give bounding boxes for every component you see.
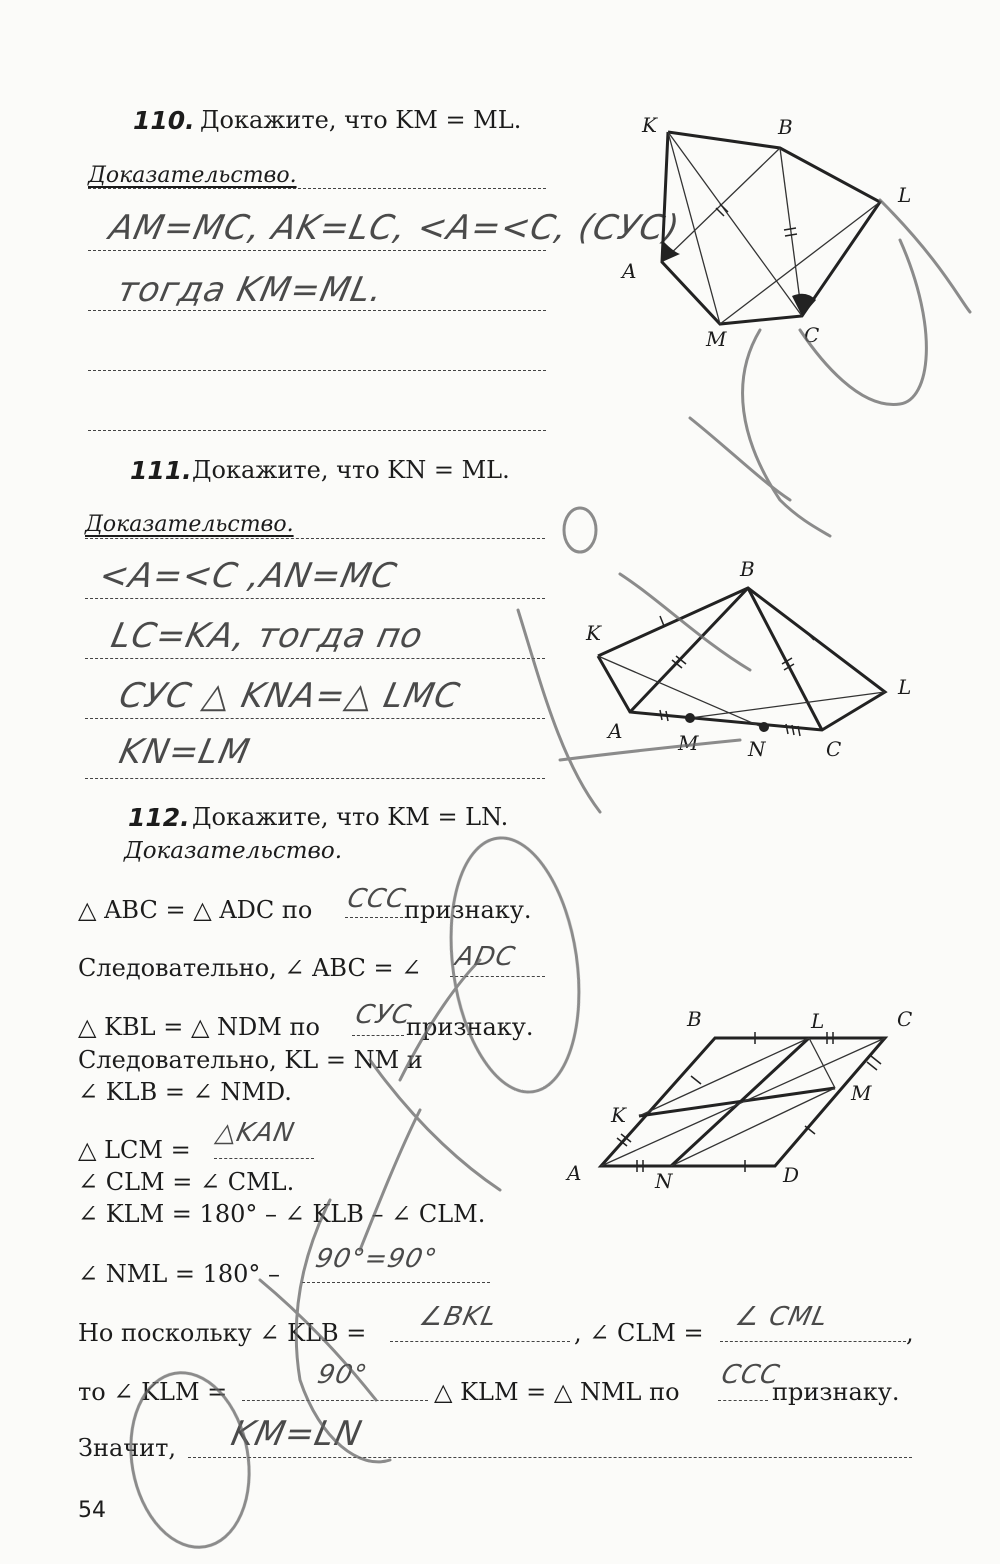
label-D: D <box>783 1163 800 1187</box>
label-C: C <box>897 1008 913 1031</box>
problem-110-statement: Докажите, что KM = ML. <box>200 106 522 134</box>
problem-111-statement: Докажите, что KN = ML. <box>192 456 510 484</box>
proof-row: △ KBL = △ NDM по <box>78 1013 320 1041</box>
answer-line <box>214 1158 314 1159</box>
proof-row: ∠ KLB = ∠ NMD. <box>78 1078 292 1106</box>
label-L: L <box>811 1009 825 1033</box>
label-B: B <box>740 560 755 581</box>
proof-row: то ∠ KLM = <box>78 1378 228 1406</box>
answer-line <box>345 917 403 918</box>
proof-row: признаку. <box>772 1378 900 1406</box>
proof-row: признаку. <box>404 896 532 924</box>
answer-line <box>88 310 546 311</box>
answer-line <box>88 370 546 371</box>
handwritten-answer: LC=KA, тогда по <box>107 616 427 656</box>
proof-row: , ∠ CLM = <box>574 1319 704 1347</box>
answer-line <box>88 250 546 251</box>
handwritten-answer: СУС △ KNA=△ LMC <box>115 676 464 716</box>
handwritten-answer: AM=MC, AK=LC, <A=<C, (СУС) <box>105 208 684 248</box>
answer-line <box>85 598 545 599</box>
label-M: M <box>851 1081 872 1105</box>
answer-line <box>85 538 545 539</box>
answer-line <box>718 1400 768 1401</box>
problem-111-number: 111. <box>130 456 192 485</box>
answer-line <box>88 430 546 431</box>
figure-110 <box>620 112 920 352</box>
label-A: A <box>567 1161 582 1185</box>
problem-112-number: 112. <box>128 803 190 832</box>
label-B: B <box>778 115 793 139</box>
proof-row: Следовательно, KL = NM и <box>78 1046 423 1074</box>
proof-row: Но поскольку ∠ KLB = <box>78 1319 367 1347</box>
label-C: C <box>804 323 820 347</box>
label-N: N <box>655 1169 673 1193</box>
handwritten-answer: KN=LM <box>115 732 254 772</box>
label-M: M <box>678 731 699 755</box>
answer-line <box>85 658 545 659</box>
figure-112 <box>565 1008 925 1198</box>
label-N: N <box>748 737 766 761</box>
handwritten-fill: СУС <box>352 1000 415 1030</box>
answer-line <box>302 1282 490 1283</box>
answer-line <box>450 976 545 977</box>
handwritten-fill: 90° <box>314 1360 371 1390</box>
answer-line <box>352 1035 404 1036</box>
handwritten-fill: △KAN <box>212 1118 298 1148</box>
problem-112-proof-label: Доказательство. <box>124 838 343 864</box>
problem-112-statement: Докажите, что KM = LN. <box>192 803 509 831</box>
proof-row: ∠ NML = 180° – <box>78 1260 281 1288</box>
proof-row: , <box>906 1319 914 1347</box>
problem-110-proof-label: Доказательство. <box>88 163 297 188</box>
label-B: B <box>687 1008 702 1031</box>
figure-111 <box>580 560 920 770</box>
answer-line <box>242 1400 428 1401</box>
label-C: C <box>826 737 842 761</box>
handwritten-fill: 90°=90° <box>312 1244 441 1274</box>
label-M: M <box>706 327 727 351</box>
answer-line <box>85 778 545 779</box>
answer-line <box>390 1341 570 1342</box>
handwritten-fill: ССС <box>718 1360 783 1390</box>
problem-110-number: 110. <box>133 106 195 135</box>
proof-row: △ KLM = △ NML по <box>434 1378 680 1406</box>
label-K: K <box>611 1103 626 1127</box>
answer-line <box>188 1457 912 1458</box>
handwritten-answer: <A=<C ,AN=MC <box>95 556 401 596</box>
problem-111-proof-label: Доказательство. <box>85 512 294 537</box>
label-L: L <box>898 183 912 207</box>
handwritten-fill: ССС <box>344 884 409 914</box>
handwritten-fill: ∠ CML <box>732 1302 831 1332</box>
answer-line <box>85 718 545 719</box>
proof-row: Следовательно, ∠ ABC = ∠ <box>78 954 422 982</box>
handwritten-fill: ∠BKL <box>416 1302 500 1332</box>
handwritten-fill: ADC <box>452 942 519 972</box>
proof-row: признаку. <box>406 1013 534 1041</box>
proof-row: △ LCM = <box>78 1136 191 1164</box>
proof-row <box>78 896 312 924</box>
row-text: △ ABC = △ ADC по <box>78 896 313 924</box>
label-A: A <box>608 719 623 743</box>
proof-row: Значит, <box>78 1434 177 1462</box>
proof-row: ∠ KLM = 180° – ∠ KLB – ∠ CLM. <box>78 1200 486 1228</box>
label-K: K <box>642 113 657 137</box>
label-L: L <box>898 675 912 699</box>
label-A: A <box>622 259 637 283</box>
page-number: 54 <box>78 1498 106 1523</box>
handwritten-answer: тогда KM=ML. <box>113 270 388 310</box>
label-K: K <box>586 621 601 645</box>
proof-row: ∠ CLM = ∠ CML. <box>78 1168 295 1196</box>
answer-line <box>720 1341 906 1342</box>
answer-line <box>88 188 546 189</box>
handwritten-fill: KM=LN <box>227 1414 366 1454</box>
